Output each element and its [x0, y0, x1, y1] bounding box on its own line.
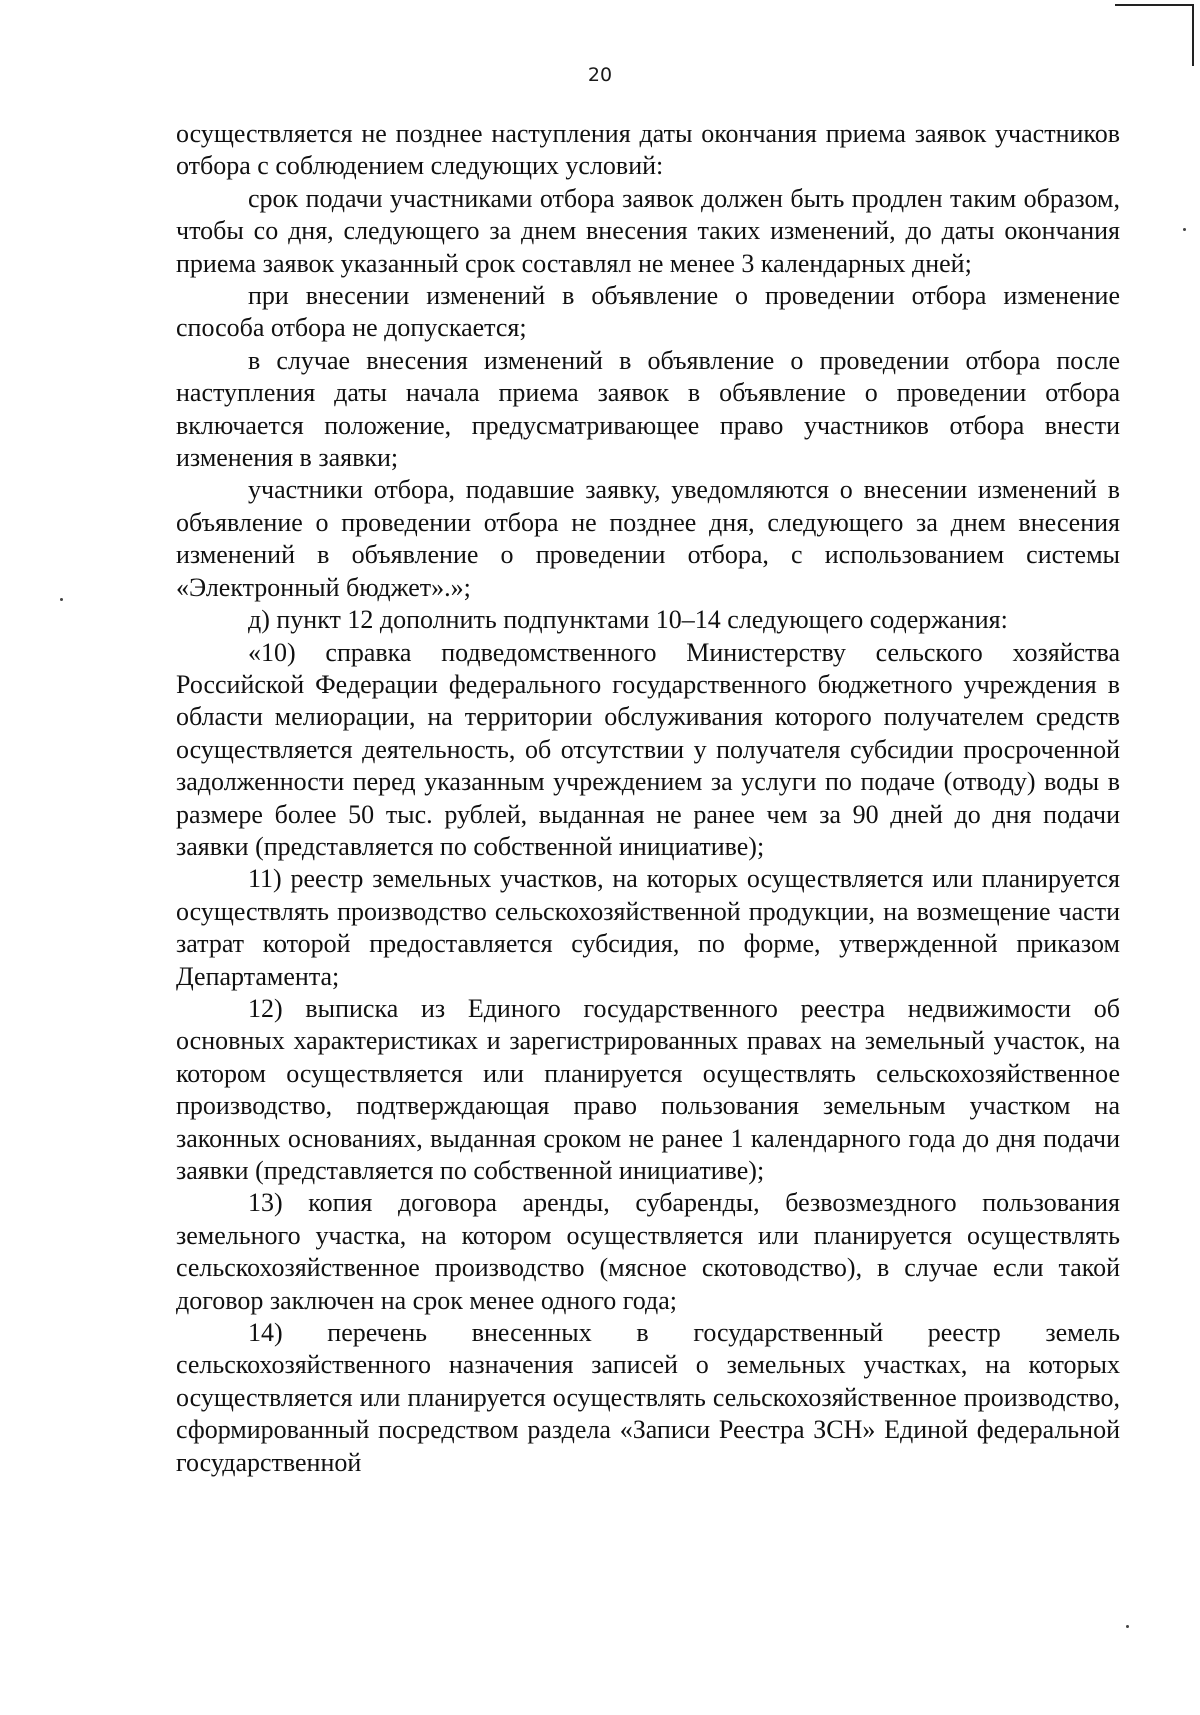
paragraph-7: «10) справка подведомственного Министерству сельского хозяйства Российской Федерации федерального государственного бюджетного учреждения в области мелиорации, на территории обслуживания которого получателем средств осуществляется деятельность, об отсутствии у получателя субсидии просроченной задолженности перед указанным учреждением за услуги по подаче (отводу) воды в размере более 50 тыс. рублей, выданная не ранее чем за 90 дней до дня подачи заявки (представляется по собственной инициативе);	[176, 637, 1120, 861]
page-number: 20	[587, 64, 613, 86]
paragraph-6: д) пункт 12 дополнить подпунктами 10–14 следующего содержания:	[248, 605, 1008, 635]
paragraph-4: в случае внесения изменений в объявление о проведении отбора после наступления даты начала приема заявок в объявление о проведении отбора включается положение, предусматривающее право участников отбора внести изменения в заявки;	[176, 345, 1120, 473]
paragraph-11: 14) перечень внесенных в государственный реестр земель сельскохозяйственного назначения записей о земельных участках, на которых осуществляется или планируется осуществлять сельскохозяйственное производство, сформированный посредством раздела «Записи Реестра ЗСН» Единой федеральной государственной	[176, 1318, 1120, 1477]
paragraph-8: 11) реестр земельных участков, на которых осуществляется или планируется осуществлять производство сельскохозяйственной продукции, на возмещение части затрат которой предоставляется субсидия, по форме, утвержденной приказом Департамента;	[176, 864, 1120, 991]
scan-speck	[60, 598, 63, 601]
paragraph-10: 13) копия договора аренды, субаренды, безвозмездного пользования земельного участка, на котором осуществляется или планируется осуществлять сельскохозяйственное производство (мясное скотоводство), в случае если такой договор заключен на срок менее одного года;	[176, 1188, 1120, 1315]
scan-edge-top	[1115, 4, 1193, 6]
scan-speck	[1183, 228, 1186, 231]
paragraph-2: срок подачи участниками отбора заявок должен быть продлен таким образом, чтобы со дня, следующего за днем внесения таких изменений, до даты окончания приема заявок указанный срок составлял не менее 3 календарных дней;	[176, 183, 1120, 278]
paragraph-9: 12) выписка из Единого государственного реестра недвижимости об основных характеристиках и зарегистрированных правах на земельный участок, на котором осуществляется или планируется осуществлять сельскохозяйственное производство, подтверждающая право пользования земельным участком на законных основаниях, выданная сроком не ранее 1 календарного года до дня подачи заявки (представляется по собственной инициативе);	[176, 993, 1120, 1185]
scan-edge-right	[1192, 4, 1194, 66]
paragraph-1: осуществляется не позднее наступления даты окончания приема заявок участников отбора с соблюдением следующих условий:	[176, 119, 1120, 181]
scan-speck	[1126, 1625, 1129, 1628]
paragraph-5: участники отбора, подавшие заявку, уведомляются о внесении изменений в объявление о проведении отбора не позднее дня, следующего за днем внесения изменений в объявление о проведении отбора, с использованием системы «Электронный бюджет».»;	[176, 475, 1120, 602]
document-body	[176, 118, 1120, 1479]
paragraph-3: при внесении изменений в объявление о проведении отбора изменение способа отбора не допускается;	[176, 281, 1120, 343]
